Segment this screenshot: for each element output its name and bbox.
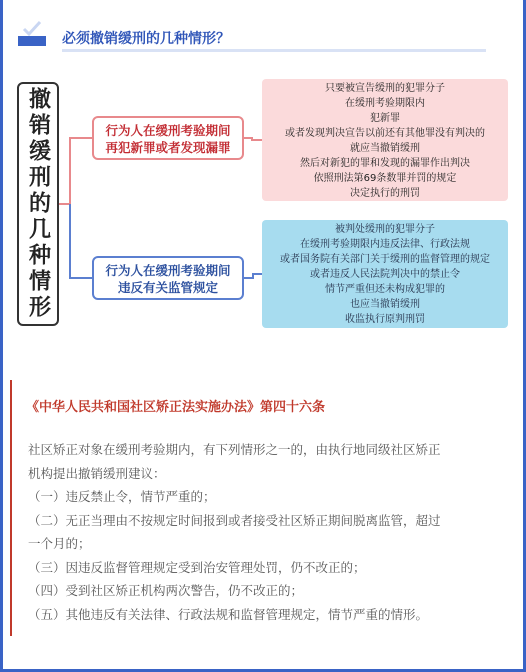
- legal-item: （四）受到社区矫正机构两次警告，仍不改正的；: [28, 583, 304, 598]
- detail-line: 也应当撤销缓刑: [350, 299, 420, 310]
- legal-item: （二）无正当理由不按规定时间报到或者接受社区矫正期间脱离监管，超过: [28, 512, 441, 528]
- detail-line: 或者违反人民法院判决中的禁止令: [310, 269, 460, 280]
- branch-reoffend-detail: [262, 79, 508, 201]
- legal-citation-section: [10, 380, 512, 636]
- branch-violation-box: [92, 256, 244, 300]
- detail-line: 被判处缓刑的犯罪分子: [335, 224, 435, 235]
- legal-item: （一）违反禁止令，情节严重的；: [28, 489, 216, 504]
- legal-item: （三）因违反监督管理规定受到治安管理处罚，仍不改正的；: [28, 559, 366, 575]
- page-title: 必须撤销缓刑的几种情形？: [62, 31, 230, 47]
- legal-intro-line: 社区矫正对象在缓刑考验期内，有下列情形之一的，由执行地同级社区矫正: [28, 442, 441, 457]
- detail-line: 在缓刑考验期限内: [345, 98, 425, 109]
- detail-line: 收监执行原判刑罚: [345, 314, 425, 325]
- branch-reoffend-line2: 再犯新罪或者发现漏罪: [105, 140, 231, 155]
- detail-line: 在缓刑考验期限内违反法律、行政法规: [300, 239, 470, 250]
- legal-item: 一个月的；: [28, 536, 91, 551]
- branch-violation-line2: 违反有关监管规定: [117, 280, 218, 295]
- legal-item: （五）其他违反有关法律、行政法规和监督管理规定，情节严重的情形。: [28, 606, 429, 622]
- branch-violation-line1: 行为人在缓刑考验期间: [105, 263, 231, 278]
- branch-violation-detail: [262, 220, 508, 328]
- main-topic-box: [17, 82, 59, 326]
- detail-line: 依照刑法第69条数罪并罚的规定: [313, 173, 457, 184]
- legal-citation-title: 《中华人民共和国社区矫正法实施办法》第四十六条: [26, 400, 326, 415]
- detail-line: 只要被宣告缓刑的犯罪分子: [325, 83, 445, 94]
- branch-reoffend-box: [92, 116, 244, 160]
- detail-line: 或者国务院有关部门关于缓刑的监督管理的规定: [280, 254, 490, 265]
- detail-line: 犯新罪: [370, 113, 400, 124]
- main-topic-label: 撤销缓刑的几种情形: [25, 87, 51, 321]
- detail-line: 或者发现判决宣告以前还有其他罪没有判决的: [285, 128, 485, 139]
- branch-reoffend-line1: 行为人在缓刑考验期间: [105, 123, 231, 138]
- detail-line: 情节严重但还未构成犯罪的: [325, 284, 445, 295]
- detail-line: 就应当撤销缓刑: [350, 143, 420, 154]
- detail-line: 然后对新犯的罪和发现的漏罪作出判决: [300, 158, 470, 169]
- legal-citation-body: [28, 438, 512, 626]
- legal-intro-line: 机构提出撤销缓刑建议：: [28, 465, 166, 481]
- detail-line: 决定执行的刑罚: [350, 188, 420, 199]
